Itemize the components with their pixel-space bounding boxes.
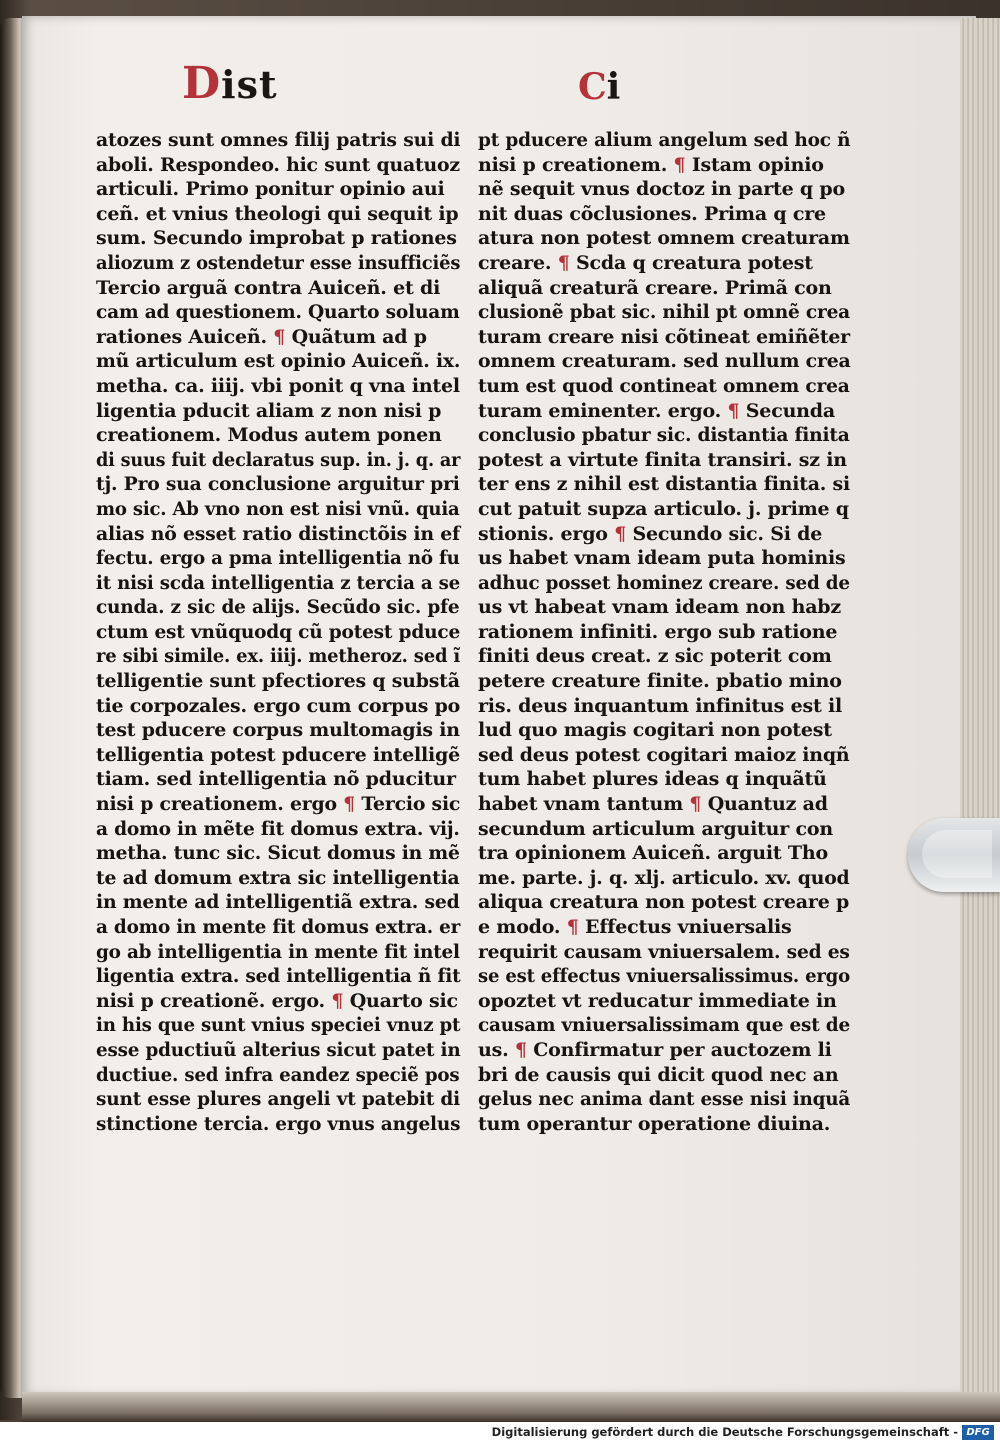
text-line: sum. Secundo improbat p rationes [96,227,457,250]
text-line: secundum articulum arguitur con [478,817,833,840]
text-line: ligentia pducit aliam z non nisi p [96,399,442,422]
text-line: tum habet plures ideas q inquãtũ [478,768,827,791]
text-line: telligentia potest pducere intelligẽ [96,743,461,766]
text-line: articuli. Primo ponitur opinio aui [96,178,445,201]
text-line: ductiue. sed infra eandez speciẽ pos [96,1063,460,1086]
text-line: nisi p creationẽ. ergo. ¶ Quarto sic [96,989,458,1012]
text-line: alias nõ esset ratio distinctõis in ef [96,522,460,545]
text-line: atura non potest omnem creaturam [478,227,850,250]
text-line: clusionẽ pbat sic. nihil pt omnẽ crea [478,301,850,324]
text-line: turam eminenter. ergo. ¶ Secunda [478,399,835,422]
text-line: tum est quod contineat omnem crea [478,374,850,397]
text-line: potest a virtute finita transiri. sz in [478,448,847,471]
paragraph-mark: ¶ [331,989,344,1012]
text-line: cunda. z sic de alijs. Secũdo sic. pfe [96,596,460,619]
text-line: finiti deus creat. z sic poterit com [478,645,832,668]
text-line: tie corpozales. ergo cum corpus po [96,694,461,717]
text-line: gelus nec anima dant esse nisi inquã [478,1088,851,1111]
text-line: creare. ¶ Scda q creatura potest [478,251,813,274]
text-line: ceñ. et vnius theologi qui sequit ip [96,202,459,225]
text-line: cam ad questionem. Quarto soluam [96,301,460,324]
paragraph-mark: ¶ [273,325,286,348]
text-line: aliquã creaturã creare. Primã con [478,276,832,299]
text-line: mũ articulum est opinio Auiceñ. ix. [96,350,461,373]
text-line: pt pducere alium angelum sed hoc ñ [478,129,851,151]
text-line: se est effectus vniuersalissimus. ergo [478,965,850,988]
text-line: stinctione tercia. ergo vnus angelus [96,1112,461,1135]
text-line: aliqua creatura non potest creare p [478,891,850,914]
text-line: it nisi scda intelligentia z tercia a se [96,571,461,594]
text-line: telligentie sunt pfectiores q substã [96,670,460,693]
funding-notice: Digitalisierung gefördert durch die Deutsche Forschungsgemeinschaft - [491,1425,958,1439]
text-line: tj. Pro sua conclusione arguitur pri [96,473,460,496]
text-line: nẽ sequit vnus doctoz in parte q po [478,178,845,201]
text-line: lud quo magis cogitari non potest [478,719,832,742]
paragraph-mark: ¶ [566,916,579,938]
text-line: ris. deus inquantum infinitus est il [478,694,842,717]
text-line: esse pductiuũ alterius sicut patet in [96,1038,461,1061]
text-line: creationem. Modus autem ponen [96,424,442,447]
text-line: tum operantur operatione diuina. [478,1112,831,1135]
text-line: te ad domum extra sic intelligentia [96,866,460,889]
paragraph-mark: ¶ [673,153,686,176]
text-line: omnem creaturam. sed nullum crea [478,350,851,373]
text-line: requirit causam vniuersalem. sed es [478,940,850,963]
folio-number [578,66,620,108]
text-line: Tercio arguã contra Auiceñ. et di [96,276,441,299]
text-line: in his que sunt vnius speciei vnuz pt [96,1014,461,1037]
text-line: rationes Auiceñ. ¶ Quãtum ad p [96,325,427,348]
text-line: a domo in mẽte fit domus extra. vij. [96,817,460,840]
text-line: go ab intelligentia in mente fit intel [96,940,460,963]
text-line: turam creare nisi cõtineat emiñẽter [478,325,850,348]
text-line: us vt habeat vnam ideam non habz [478,596,841,619]
folio-initial: C [578,66,607,108]
book-bottom-edge [22,1392,1000,1422]
paragraph-mark: ¶ [514,1038,527,1061]
text-line: test pducere corpus multomagis in [96,719,460,742]
text-line: di suus fuit declaratus sup. in. j. q. ar [96,448,461,471]
paragraph-mark: ¶ [557,251,570,274]
page-clip [908,818,1000,892]
text-line: in mente ad intelligentiã extra. sed [96,891,460,914]
running-head [182,58,278,109]
text-line: sed deus potest cogitari maioz inqñ [478,743,850,766]
text-line: bri de causis qui dicit quod nec an [478,1063,839,1086]
text-line: nisi p creationem. ¶ Istam opinio [478,153,824,176]
paragraph-mark: ¶ [343,793,356,816]
text-line: e modo. ¶ Effectus vniuersalis [478,916,792,938]
text-line: metha. ca. iiij. vbi ponit q vna intel [96,374,460,397]
text-line: opoztet vt reducatur immediate in [478,989,837,1012]
text-line: atozes sunt omnes filij patris sui di [96,129,461,151]
text-line: ligentia extra. sed intelligentia ñ fit [96,965,461,988]
text-column-left [96,128,460,1136]
folio-text: i [606,66,621,108]
text-line: nit duas cõclusiones. Prima q cre [478,202,826,225]
text-line: conclusio pbatur sic. distantia finita [478,424,850,447]
text-line: aboli. Respondeo. hic sunt quatuoz [96,153,460,176]
text-line: fectu. ergo a pma intelligentia nõ fu [96,547,460,570]
text-line: re sibi simile. ex. iiij. metheroz. sed ĩ [96,645,461,668]
text-line: us. ¶ Confirmatur per auctozem li [478,1038,832,1061]
text-line: nisi p creationem. ergo ¶ Tercio sic [96,793,461,816]
text-line: mo sic. Ab vno non est nisi vnũ. quia [96,497,460,520]
text-line: me. parte. j. q. xlj. articulo. xv. quod [478,866,850,889]
text-line: ter ens z nihil est distantia finita. si [478,473,850,496]
page-stack-edge [960,18,1000,1398]
text-line: stionis. ergo ¶ Secundo sic. Si de [478,522,823,545]
text-line: tiam. sed intelligentia nõ pducitur [96,768,456,791]
text-line: metha. tunc sic. Sicut domus in mẽ [96,842,460,865]
text-line: causam vniuersalissimam que est de [478,1014,851,1037]
text-line: tra opinionem Auiceñ. arguit Tho [478,842,828,865]
text-line: us habet vnam ideam puta hominis [478,547,846,570]
text-line: sunt esse plures angeli vt patebit di [96,1088,460,1111]
paragraph-mark: ¶ [727,399,740,422]
text-line: habet vnam tantum ¶ Quantuz ad [478,793,828,816]
paragraph-mark: ¶ [689,793,702,816]
text-line: petere creature finite. pbatio mino [478,670,842,693]
paragraph-mark: ¶ [614,522,627,545]
dfg-logo: DFG [962,1425,994,1440]
running-head-initial: D [182,58,222,109]
text-line: cut patuit supza articulo. j. prime q [478,497,849,520]
text-line: adhuc posset hominez creare. sed de [478,571,850,594]
footer-bar [0,1422,1000,1444]
text-line: ctum est vnũquodq cũ potest pduce [96,620,461,643]
text-line: a domo in mente fit domus extra. er [96,916,461,938]
text-column-right [478,128,850,1136]
running-head-text: ist [221,62,278,107]
text-line: aliozum z ostendetur esse insufficiẽs [96,251,461,274]
text-line: rationem infiniti. ergo sub ratione [478,620,838,643]
